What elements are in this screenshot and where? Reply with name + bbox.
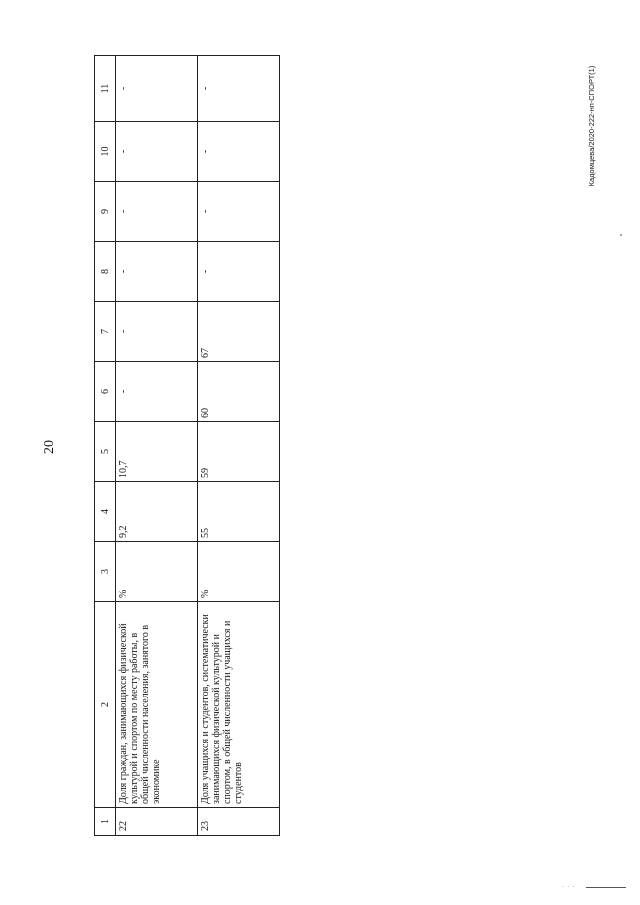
value-cell: - <box>198 122 280 182</box>
footer-divider <box>586 887 626 888</box>
value-cell: - <box>198 242 280 302</box>
value-cell: - <box>116 242 198 302</box>
value-cell: 10,7 <box>116 422 198 482</box>
value-cell: - <box>116 122 198 182</box>
header-cell: 7 <box>95 302 116 362</box>
row-number: 22 <box>116 808 198 836</box>
header-cell: 10 <box>95 122 116 182</box>
value-cell: 59 <box>198 422 280 482</box>
table-row <box>116 56 198 836</box>
value-cell: - <box>116 302 198 362</box>
table-header-row <box>95 56 116 836</box>
indicators-table <box>94 55 280 836</box>
value-cell: - <box>116 182 198 242</box>
row-number: 23 <box>198 808 280 836</box>
header-cell: 1 <box>95 808 116 836</box>
value-cell: - <box>198 182 280 242</box>
indicator-name: Доля учащихся и студентов, систематически занимающихся физической культурой и спортом, в общей численности учащихся и студентов <box>198 602 280 808</box>
value-cell: 55 <box>198 482 280 542</box>
table-container <box>94 56 280 836</box>
rotated-table <box>94 56 280 836</box>
value-cell: - <box>116 362 198 422</box>
value-cell: 67 <box>198 302 280 362</box>
page-number: 20 <box>42 440 57 454</box>
header-cell: 8 <box>95 242 116 302</box>
header-cell: 9 <box>95 182 116 242</box>
value-cell: 60 <box>198 362 280 422</box>
scan-speck <box>620 234 622 236</box>
indicator-name: Доля граждан, занимающихся физической культурой и спортом по месту работы, в общей численности населения, занятого в экономике <box>116 602 198 808</box>
header-cell: 2 <box>95 602 116 808</box>
header-cell: 11 <box>95 56 116 122</box>
document-id: Кадомцева/2020-222-нп-СПОРТ(1) <box>587 65 596 187</box>
table-row <box>198 56 280 836</box>
value-cell: - <box>116 56 198 122</box>
unit-cell: % <box>116 542 198 602</box>
header-cell: 5 <box>95 422 116 482</box>
unit-cell: % <box>198 542 280 602</box>
header-cell: 4 <box>95 482 116 542</box>
header-cell: 6 <box>95 362 116 422</box>
value-cell: 9,2 <box>116 482 198 542</box>
value-cell: - <box>198 56 280 122</box>
footer-dots: . . . <box>562 883 576 889</box>
header-cell: 3 <box>95 542 116 602</box>
